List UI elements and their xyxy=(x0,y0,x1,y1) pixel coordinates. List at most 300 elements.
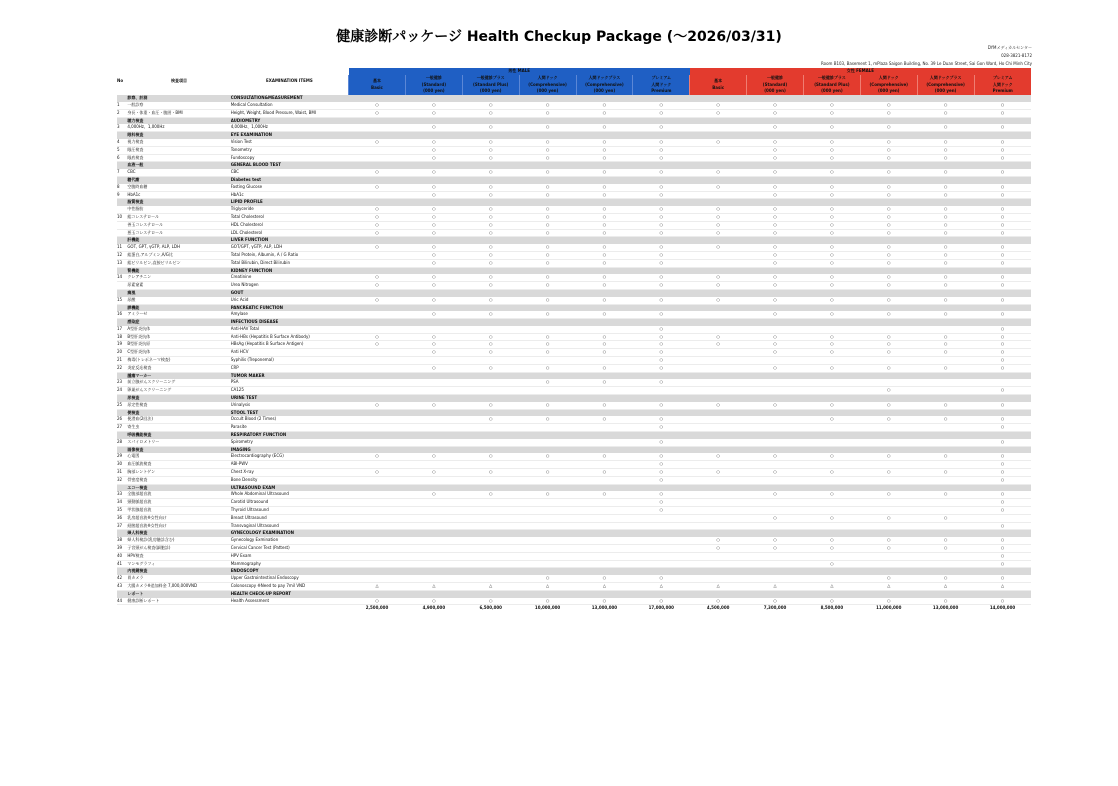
category-fill xyxy=(405,199,462,206)
category-row xyxy=(117,484,1031,491)
item-jp: A型肝炎抗体 xyxy=(127,326,230,333)
item-en: Whole Abdominal Ultrasound xyxy=(231,491,349,498)
included-mark: ○ xyxy=(633,251,690,259)
item-jp: 視力検査 xyxy=(127,139,230,146)
category-fill xyxy=(860,372,917,379)
category-fill xyxy=(974,117,1031,124)
category-en: RESPIRATORY FUNCTION xyxy=(231,432,349,439)
item-no: 42 xyxy=(117,575,127,582)
included-mark: ○ xyxy=(860,229,917,237)
item-jp: 善玉コレステロール xyxy=(127,221,230,229)
category-fill xyxy=(576,237,633,244)
included-mark: ○ xyxy=(917,416,974,423)
category-fill xyxy=(803,372,860,379)
included-mark: ○ xyxy=(462,259,519,267)
empty-cell xyxy=(860,357,917,365)
included-mark: ○ xyxy=(405,229,462,237)
category-spacer xyxy=(117,267,127,274)
category-fill xyxy=(462,162,519,169)
category-fill xyxy=(690,484,747,491)
item-jp: CBC xyxy=(127,169,230,176)
category-fill xyxy=(860,432,917,439)
category-row xyxy=(117,590,1031,597)
category-fill xyxy=(917,176,974,183)
included-mark: ○ xyxy=(633,229,690,237)
package-price: 8,500,000 xyxy=(803,605,860,612)
included-mark: ○ xyxy=(860,402,917,409)
included-mark: ○ xyxy=(349,139,406,146)
table-row xyxy=(117,514,1031,522)
included-mark: ○ xyxy=(860,282,917,290)
category-fill xyxy=(349,267,406,274)
category-fill xyxy=(576,319,633,326)
included-mark: ○ xyxy=(576,154,633,162)
included-mark: ○ xyxy=(974,326,1031,333)
empty-cell xyxy=(462,522,519,530)
category-fill xyxy=(974,395,1031,402)
included-mark: ○ xyxy=(519,491,576,498)
category-jp: 尿検査 xyxy=(127,395,230,402)
included-mark: ○ xyxy=(747,545,804,553)
category-fill xyxy=(405,117,462,124)
female-package-header: 一般健診プラス (Standard Plus) (000 yen) xyxy=(803,75,860,95)
item-jp: 中性脂肪 xyxy=(127,206,230,213)
empty-cell xyxy=(633,522,690,530)
col-no-header: No xyxy=(117,68,127,95)
category-fill xyxy=(405,237,462,244)
category-fill xyxy=(633,162,690,169)
empty-cell xyxy=(462,499,519,507)
included-mark: ○ xyxy=(803,545,860,553)
empty-cell xyxy=(747,522,804,530)
included-mark: ○ xyxy=(462,146,519,154)
included-mark: ○ xyxy=(633,439,690,446)
category-en: PANCREATIC FUNCTION xyxy=(231,304,349,311)
included-mark: ○ xyxy=(519,274,576,281)
category-fill xyxy=(349,484,406,491)
included-mark: ○ xyxy=(633,341,690,349)
item-en: Total Protein, Albumin, A / G Ratio xyxy=(231,251,349,259)
category-fill xyxy=(860,319,917,326)
category-fill xyxy=(690,568,747,575)
category-jp: 感染症 xyxy=(127,319,230,326)
category-fill xyxy=(974,95,1031,102)
empty-cell xyxy=(349,191,406,199)
included-mark: ○ xyxy=(633,349,690,357)
category-fill xyxy=(860,176,917,183)
category-fill xyxy=(860,590,917,597)
empty-cell xyxy=(633,545,690,553)
included-mark: ○ xyxy=(519,341,576,349)
table-row xyxy=(117,507,1031,515)
item-en: 4,000Hz、1,000Hz xyxy=(231,124,349,131)
empty-cell xyxy=(576,461,633,469)
empty-cell xyxy=(974,379,1031,386)
category-fill xyxy=(690,117,747,124)
category-fill xyxy=(633,117,690,124)
table-row xyxy=(117,297,1031,304)
included-mark: ○ xyxy=(747,349,804,357)
item-jp: 眼圧検査 xyxy=(127,146,230,154)
category-fill xyxy=(349,395,406,402)
table-row xyxy=(117,349,1031,357)
empty-cell xyxy=(576,424,633,432)
category-fill xyxy=(519,568,576,575)
category-spacer xyxy=(117,199,127,206)
category-fill xyxy=(576,395,633,402)
category-fill xyxy=(860,117,917,124)
table-row xyxy=(117,221,1031,229)
included-mark: ○ xyxy=(633,364,690,372)
empty-cell xyxy=(917,424,974,432)
empty-cell xyxy=(803,499,860,507)
empty-cell xyxy=(462,439,519,446)
table-row xyxy=(117,575,1031,582)
item-en: CBC xyxy=(231,169,349,176)
item-no: 12 xyxy=(117,251,127,259)
category-fill xyxy=(405,304,462,311)
category-fill xyxy=(917,132,974,139)
included-mark: ○ xyxy=(349,297,406,304)
category-fill xyxy=(747,132,804,139)
empty-cell xyxy=(462,424,519,432)
included-mark: ○ xyxy=(349,169,406,176)
included-mark: ○ xyxy=(803,206,860,213)
included-mark: ○ xyxy=(747,229,804,237)
empty-cell xyxy=(803,439,860,446)
category-fill xyxy=(917,395,974,402)
empty-cell xyxy=(576,499,633,507)
included-mark: ○ xyxy=(917,282,974,290)
category-fill xyxy=(462,446,519,453)
item-jp: 悪玉コレステロール xyxy=(127,229,230,237)
empty-cell xyxy=(690,124,747,131)
included-mark: ○ xyxy=(633,124,690,131)
included-mark: ○ xyxy=(747,333,804,341)
included-mark: ○ xyxy=(747,364,804,372)
included-mark: ○ xyxy=(860,154,917,162)
included-mark: ○ xyxy=(917,341,974,349)
included-mark: ○ xyxy=(917,221,974,229)
female-package-header: 人間ドックプラス (Comprehensive) (000 yen) xyxy=(917,75,974,95)
empty-cell xyxy=(690,357,747,365)
included-mark: ○ xyxy=(690,545,747,553)
item-jp: 婦人科検診(乳房触診含む) xyxy=(127,537,230,544)
item-en: Tonometry xyxy=(231,146,349,154)
included-mark: ○ xyxy=(405,491,462,498)
included-mark: ○ xyxy=(405,341,462,349)
included-mark: ○ xyxy=(405,333,462,341)
item-jp: 総蛋白,アルブミン,A/G比 xyxy=(127,251,230,259)
included-mark: ○ xyxy=(860,146,917,154)
included-mark: ○ xyxy=(917,169,974,176)
item-no: 7 xyxy=(117,169,127,176)
empty-cell xyxy=(349,507,406,515)
empty-cell xyxy=(349,416,406,423)
included-mark: ○ xyxy=(576,341,633,349)
category-fill xyxy=(917,267,974,274)
included-mark: ○ xyxy=(747,206,804,213)
included-mark: ○ xyxy=(974,251,1031,259)
category-spacer xyxy=(117,289,127,296)
category-fill xyxy=(860,568,917,575)
category-fill xyxy=(633,267,690,274)
category-fill xyxy=(576,372,633,379)
empty-cell xyxy=(803,522,860,530)
category-fill xyxy=(690,176,747,183)
included-mark: ○ xyxy=(633,259,690,267)
package-price: 7,300,000 xyxy=(747,605,804,612)
included-mark: ○ xyxy=(462,139,519,146)
category-fill xyxy=(917,237,974,244)
empty-cell xyxy=(690,154,747,162)
item-no: 4 xyxy=(117,139,127,146)
included-mark: ○ xyxy=(519,169,576,176)
included-mark: ○ xyxy=(576,244,633,251)
package-table xyxy=(117,68,1031,612)
included-mark: ○ xyxy=(974,560,1031,568)
included-mark: ○ xyxy=(462,274,519,281)
category-fill xyxy=(519,319,576,326)
empty-cell xyxy=(860,326,917,333)
clinic-name: DYMメディカルセンター xyxy=(987,45,1032,50)
category-fill xyxy=(860,530,917,537)
empty-cell xyxy=(747,552,804,560)
included-mark: ○ xyxy=(690,469,747,477)
category-fill xyxy=(576,484,633,491)
item-no: 29 xyxy=(117,453,127,460)
included-mark: ○ xyxy=(462,191,519,199)
empty-cell xyxy=(349,387,406,395)
included-mark: ○ xyxy=(633,109,690,117)
category-fill xyxy=(690,304,747,311)
empty-cell xyxy=(519,537,576,544)
category-fill xyxy=(974,176,1031,183)
category-fill xyxy=(747,409,804,416)
table-row xyxy=(117,169,1031,176)
category-fill xyxy=(576,132,633,139)
included-mark: ○ xyxy=(633,461,690,469)
category-fill xyxy=(633,484,690,491)
included-mark: ○ xyxy=(917,297,974,304)
included-mark: ○ xyxy=(974,333,1031,341)
included-mark: ○ xyxy=(860,124,917,131)
table-row xyxy=(117,282,1031,290)
empty-cell xyxy=(349,575,406,582)
included-mark: ○ xyxy=(633,311,690,318)
included-mark: ○ xyxy=(747,184,804,191)
category-fill xyxy=(576,568,633,575)
category-fill xyxy=(860,304,917,311)
included-mark: ○ xyxy=(860,349,917,357)
included-mark: ○ xyxy=(405,102,462,109)
item-no xyxy=(117,282,127,290)
item-jp: 便潜血(2回法) xyxy=(127,416,230,423)
category-fill xyxy=(803,237,860,244)
included-mark: ○ xyxy=(519,364,576,372)
category-fill xyxy=(519,484,576,491)
category-fill xyxy=(917,484,974,491)
empty-cell xyxy=(349,424,406,432)
category-fill xyxy=(860,289,917,296)
item-en: PSA xyxy=(231,379,349,386)
included-mark: ○ xyxy=(917,124,974,131)
included-mark: ○ xyxy=(917,364,974,372)
category-fill xyxy=(860,446,917,453)
category-fill xyxy=(747,117,804,124)
empty-cell xyxy=(747,416,804,423)
included-mark: ○ xyxy=(803,191,860,199)
package-price: 2,500,000 xyxy=(349,605,406,612)
included-mark: ○ xyxy=(803,453,860,460)
category-fill xyxy=(633,95,690,102)
category-fill xyxy=(860,484,917,491)
table-row xyxy=(117,244,1031,251)
category-row xyxy=(117,199,1031,206)
included-mark: ○ xyxy=(405,221,462,229)
package-price: 4,500,000 xyxy=(690,605,747,612)
empty-cell xyxy=(576,560,633,568)
empty-cell xyxy=(519,514,576,522)
item-jp: 卵巣がんスクリーニング xyxy=(127,387,230,395)
item-jp: 尿定性検査 xyxy=(127,402,230,409)
item-jp: 梅毒(トレポネーマ検査) xyxy=(127,357,230,365)
included-mark: ○ xyxy=(633,184,690,191)
category-fill xyxy=(747,176,804,183)
empty-cell xyxy=(462,560,519,568)
category-en: AUDIOMETRY xyxy=(231,117,349,124)
included-mark: ○ xyxy=(576,282,633,290)
male-package-header: 一般健診プラス (Standard Plus) (000 yen) xyxy=(462,75,519,95)
empty-cell xyxy=(747,357,804,365)
category-row xyxy=(117,568,1031,575)
included-mark: ○ xyxy=(405,274,462,281)
included-mark: ○ xyxy=(405,259,462,267)
package-price: 10,000,000 xyxy=(519,605,576,612)
item-en: Urinalysis xyxy=(231,402,349,409)
included-mark: ○ xyxy=(860,109,917,117)
category-en: CONSULTATION&MEASUREMENT xyxy=(231,95,349,102)
item-jp: GOT, GPT, γGTP, ALP, LDH xyxy=(127,244,230,251)
included-mark: ○ xyxy=(576,491,633,498)
category-jp: 聴力検査 xyxy=(127,117,230,124)
included-mark: ○ xyxy=(462,282,519,290)
included-mark: ○ xyxy=(349,402,406,409)
category-spacer xyxy=(117,117,127,124)
category-en: HEALTH CHECK-UP REPORT xyxy=(231,590,349,597)
price-spacer xyxy=(231,605,349,612)
included-mark: ○ xyxy=(803,244,860,251)
package-price: 17,000,000 xyxy=(633,605,690,612)
included-mark: ○ xyxy=(633,333,690,341)
item-jp: 頸動脈超音波 xyxy=(127,499,230,507)
item-jp: 骨密度検査 xyxy=(127,476,230,484)
included-mark: ○ xyxy=(803,282,860,290)
empty-cell xyxy=(349,491,406,498)
included-mark: ○ xyxy=(405,169,462,176)
empty-cell xyxy=(917,461,974,469)
category-fill xyxy=(803,95,860,102)
included-mark: ○ xyxy=(974,259,1031,267)
table-row xyxy=(117,274,1031,281)
item-no: 5 xyxy=(117,146,127,154)
category-fill xyxy=(860,237,917,244)
item-jp: 全腹部超音波 xyxy=(127,491,230,498)
empty-cell xyxy=(405,537,462,544)
category-spacer xyxy=(117,409,127,416)
category-fill xyxy=(349,289,406,296)
included-mark: ○ xyxy=(462,206,519,213)
category-fill xyxy=(974,409,1031,416)
category-spacer xyxy=(117,484,127,491)
category-fill xyxy=(974,237,1031,244)
included-mark: ○ xyxy=(462,453,519,460)
category-fill xyxy=(747,568,804,575)
female-package-header: 基本 Basic xyxy=(690,75,747,95)
category-fill xyxy=(576,289,633,296)
item-jp: 前立腺がんスクリーニング xyxy=(127,379,230,386)
item-no: 16 xyxy=(117,311,127,318)
empty-cell xyxy=(349,357,406,365)
item-jp: 胸部レントゲン xyxy=(127,469,230,477)
included-mark: ○ xyxy=(462,333,519,341)
item-jp: 乳房超音波※女性向け xyxy=(127,514,230,522)
included-mark: ○ xyxy=(747,282,804,290)
category-fill xyxy=(974,267,1031,274)
category-jp: 膵機能 xyxy=(127,304,230,311)
included-mark: ○ xyxy=(747,146,804,154)
included-mark: ○ xyxy=(633,146,690,154)
category-fill xyxy=(747,162,804,169)
item-jp: 尿酸 xyxy=(127,297,230,304)
empty-cell xyxy=(690,326,747,333)
included-mark: ○ xyxy=(974,522,1031,530)
included-mark: ○ xyxy=(633,357,690,365)
item-no: 37 xyxy=(117,522,127,530)
included-mark: ○ xyxy=(633,282,690,290)
category-row xyxy=(117,446,1031,453)
empty-cell xyxy=(690,575,747,582)
empty-cell xyxy=(349,461,406,469)
item-en: Anti-HAV Total xyxy=(231,326,349,333)
category-fill xyxy=(803,568,860,575)
included-mark: ○ xyxy=(633,416,690,423)
included-mark: ○ xyxy=(349,244,406,251)
included-mark: ○ xyxy=(860,213,917,221)
included-mark: ○ xyxy=(462,297,519,304)
category-spacer xyxy=(117,372,127,379)
category-fill xyxy=(405,446,462,453)
category-jp: 脂質検査 xyxy=(127,199,230,206)
category-fill xyxy=(747,590,804,597)
item-no: 9 xyxy=(117,191,127,199)
included-mark: ○ xyxy=(349,469,406,477)
female-group-header: 女性 FEMALE xyxy=(690,68,1031,75)
included-mark: ○ xyxy=(405,311,462,318)
included-mark: ○ xyxy=(974,109,1031,117)
included-mark: ○ xyxy=(462,364,519,372)
category-fill xyxy=(519,95,576,102)
included-mark: ○ xyxy=(803,146,860,154)
category-row xyxy=(117,237,1031,244)
included-mark: ○ xyxy=(917,333,974,341)
empty-cell xyxy=(405,387,462,395)
category-fill xyxy=(690,372,747,379)
optional-mark: △ xyxy=(974,582,1031,590)
item-en: Carotid Ultrasound xyxy=(231,499,349,507)
item-no: 36 xyxy=(117,514,127,522)
item-no: 41 xyxy=(117,560,127,568)
